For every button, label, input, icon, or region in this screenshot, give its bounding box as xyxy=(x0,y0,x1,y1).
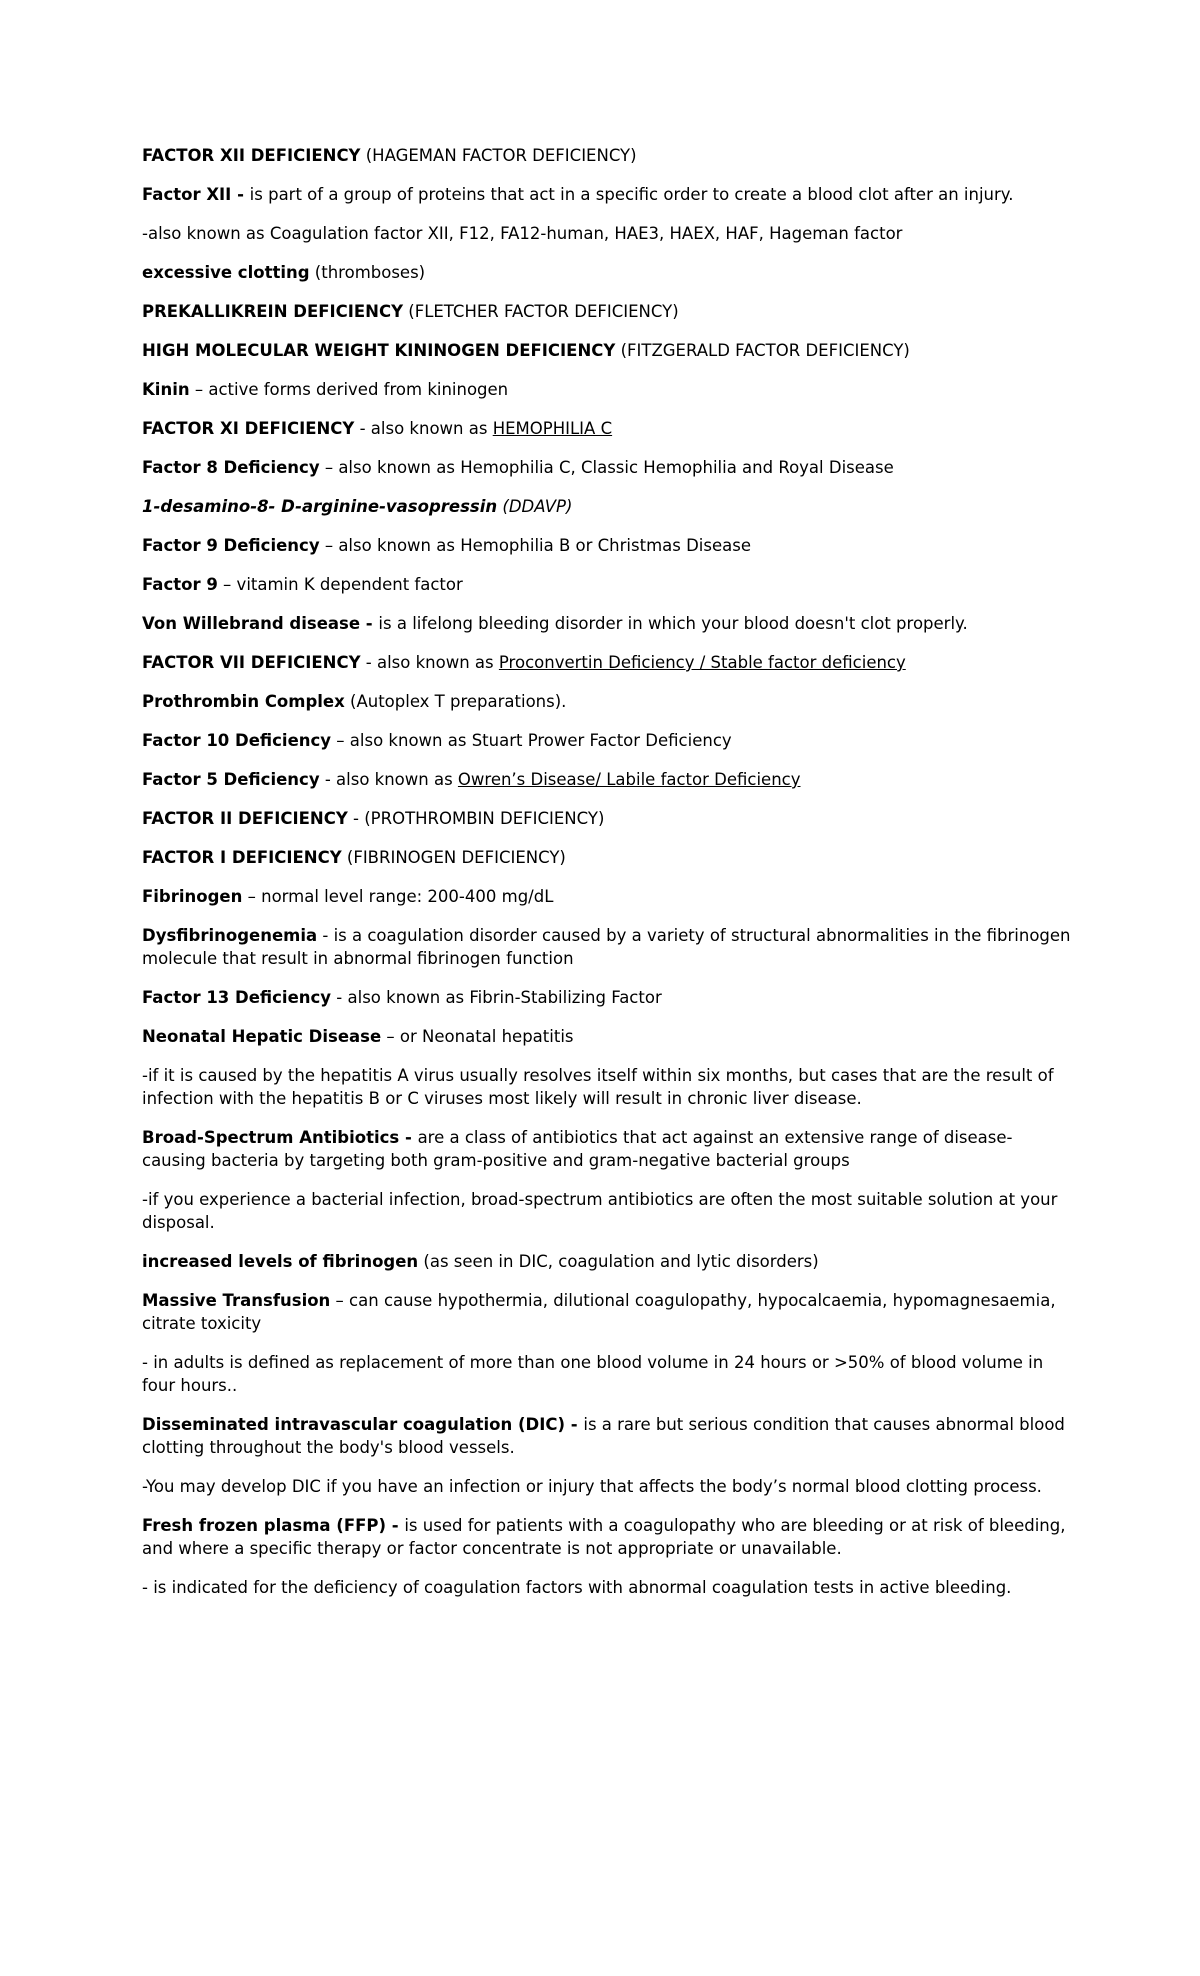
paragraph xyxy=(142,807,1072,830)
paragraph xyxy=(142,846,1072,869)
term-label: Broad-Spectrum Antibiotics - xyxy=(142,1128,418,1147)
definition-text: - also known as xyxy=(360,653,499,672)
paragraph xyxy=(142,573,1072,596)
paragraph xyxy=(142,378,1072,401)
definition-text: is a rare but serious condition that causes abnormal blood clotting throughout the body's blood vessels. xyxy=(142,1415,1065,1457)
term-label: FACTOR II DEFICIENCY xyxy=(142,809,348,828)
term-label: Factor 9 Deficiency xyxy=(142,536,320,555)
term-label: FACTOR XII DEFICIENCY xyxy=(142,146,361,165)
definition-text: - also known as xyxy=(354,419,493,438)
term-label: Factor 9 xyxy=(142,575,218,594)
term-label: Factor 5 Deficiency xyxy=(142,770,320,789)
definition-text: (FIBRINOGEN DEFICIENCY) xyxy=(341,848,566,867)
term-label: 1-desamino-8- D-arginine-vasopressin xyxy=(142,497,498,516)
term-label: Factor 13 Deficiency xyxy=(142,988,332,1007)
paragraph xyxy=(142,300,1072,323)
definition-text: - also known as Fibrin-Stabilizing Factor xyxy=(331,988,662,1007)
paragraph xyxy=(142,729,1072,752)
paragraph xyxy=(142,1025,1072,1048)
definition-text: are a class of antibiotics that act against an extensive range of disease-causing bacteria by targeting both gram-positive and gram-negative bacterial groups xyxy=(142,1128,1013,1170)
definition-text: -You may develop DIC if you have an infection or injury that affects the body’s normal blood clotting process. xyxy=(142,1477,1042,1496)
paragraph xyxy=(142,261,1072,284)
paragraph xyxy=(142,495,1072,518)
paragraph xyxy=(142,534,1072,557)
definition-text: – normal level range: 200-400 mg/dL xyxy=(242,887,554,906)
paragraph xyxy=(142,417,1072,440)
paragraph xyxy=(142,1188,1072,1234)
definition-text: - is indicated for the deficiency of coagulation factors with abnormal coagulation tests in active bleeding. xyxy=(142,1578,1012,1597)
term-label: Factor 10 Deficiency xyxy=(142,731,332,750)
paragraph xyxy=(142,144,1072,167)
paragraph xyxy=(142,924,1072,970)
definition-text: – also known as Hemophilia C, Classic Hemophilia and Royal Disease xyxy=(319,458,894,477)
term-label: Kinin xyxy=(142,380,190,399)
term-label: Factor 8 Deficiency xyxy=(142,458,320,477)
paragraph xyxy=(142,1064,1072,1110)
term-label: Factor XII - xyxy=(142,185,250,204)
underlined-term: HEMOPHILIA C xyxy=(492,419,613,438)
definition-text: -also known as Coagulation factor XII, F12, FA12-human, HAE3, HAEX, HAF, Hageman factor xyxy=(142,224,903,243)
document-body xyxy=(142,144,1072,1615)
paragraph xyxy=(142,1475,1072,1498)
paragraph xyxy=(142,986,1072,1009)
definition-text: – can cause hypothermia, dilutional coagulopathy, hypocalcaemia, hypomagnesaemia, citrate toxicity xyxy=(142,1291,1056,1333)
term-label: excessive clotting xyxy=(142,263,310,282)
term-label: Neonatal Hepatic Disease xyxy=(142,1027,382,1046)
definition-text: - (PROTHROMBIN DEFICIENCY) xyxy=(347,809,605,828)
term-label: Prothrombin Complex xyxy=(142,692,345,711)
term-label: FACTOR XI DEFICIENCY xyxy=(142,419,355,438)
underlined-term: Proconvertin Deficiency / Stable factor deficiency xyxy=(498,653,906,672)
paragraph xyxy=(142,768,1072,791)
definition-text: -if you experience a bacterial infection, broad-spectrum antibiotics are often the most suitable solution at your disposal. xyxy=(142,1190,1058,1232)
paragraph xyxy=(142,183,1072,206)
paragraph xyxy=(142,1351,1072,1397)
definition-text: (FITZGERALD FACTOR DEFICIENCY) xyxy=(615,341,910,360)
term-label: HIGH MOLECULAR WEIGHT KININOGEN DEFICIENCY xyxy=(142,341,616,360)
term-label: Von Willebrand disease - xyxy=(142,614,379,633)
term-label: FACTOR VII DEFICIENCY xyxy=(142,653,361,672)
definition-text: – or Neonatal hepatitis xyxy=(381,1027,574,1046)
term-label: Fresh frozen plasma (FFP) - xyxy=(142,1516,405,1535)
paragraph xyxy=(142,1289,1072,1335)
definition-text: (Autoplex T preparations). xyxy=(344,692,567,711)
paragraph xyxy=(142,690,1072,713)
paragraph xyxy=(142,1576,1072,1599)
paragraph xyxy=(142,885,1072,908)
term-label: Dysfibrinogenemia xyxy=(142,926,318,945)
paragraph xyxy=(142,1514,1072,1560)
paragraph xyxy=(142,1126,1072,1172)
definition-text: – also known as Stuart Prower Factor Deficiency xyxy=(331,731,732,750)
definition-text: - also known as xyxy=(319,770,458,789)
definition-text: - in adults is defined as replacement of more than one blood volume in 24 hours or >50% of blood volume in four hours.. xyxy=(142,1353,1044,1395)
term-label: increased levels of fibrinogen xyxy=(142,1252,419,1271)
definition-text: is part of a group of proteins that act in a specific order to create a blood clot after an injury. xyxy=(249,185,1014,204)
paragraph xyxy=(142,612,1072,635)
definition-text: (thromboses) xyxy=(309,263,426,282)
term-label: FACTOR I DEFICIENCY xyxy=(142,848,342,867)
definition-text: is used for patients with a coagulopathy who are bleeding or at risk of bleeding, and where a specific therapy or factor concentrate is not appropriate or unavailable. xyxy=(142,1516,1066,1558)
definition-text: is a lifelong bleeding disorder in which your blood doesn't clot properly. xyxy=(378,614,968,633)
abbreviation-text: (DDAVP) xyxy=(497,497,573,516)
paragraph xyxy=(142,339,1072,362)
term-label: Massive Transfusion xyxy=(142,1291,331,1310)
paragraph xyxy=(142,222,1072,245)
paragraph xyxy=(142,456,1072,479)
definition-text: - is a coagulation disorder caused by a variety of structural abnormalities in the fibrinogen molecule that result in abnormal fibrinogen function xyxy=(142,926,1071,968)
term-label: Fibrinogen xyxy=(142,887,243,906)
definition-text: -if it is caused by the hepatitis A virus usually resolves itself within six months, but cases that are the result of infection with the hepatitis B or C viruses most likely will result in chronic liver disease. xyxy=(142,1066,1054,1108)
definition-text: – active forms derived from kininogen xyxy=(189,380,509,399)
definition-text: – also known as Hemophilia B or Christmas Disease xyxy=(319,536,751,555)
term-label: PREKALLIKREIN DEFICIENCY xyxy=(142,302,404,321)
term-label: Disseminated intravascular coagulation (DIC) - xyxy=(142,1415,584,1434)
underlined-term: Owren’s Disease/ Labile factor Deficiency xyxy=(457,770,801,789)
definition-text: (FLETCHER FACTOR DEFICIENCY) xyxy=(403,302,679,321)
paragraph xyxy=(142,651,1072,674)
definition-text: – vitamin K dependent factor xyxy=(217,575,463,594)
paragraph xyxy=(142,1250,1072,1273)
definition-text: (as seen in DIC, coagulation and lytic disorders) xyxy=(418,1252,819,1271)
paragraph xyxy=(142,1413,1072,1459)
definition-text: (HAGEMAN FACTOR DEFICIENCY) xyxy=(360,146,637,165)
